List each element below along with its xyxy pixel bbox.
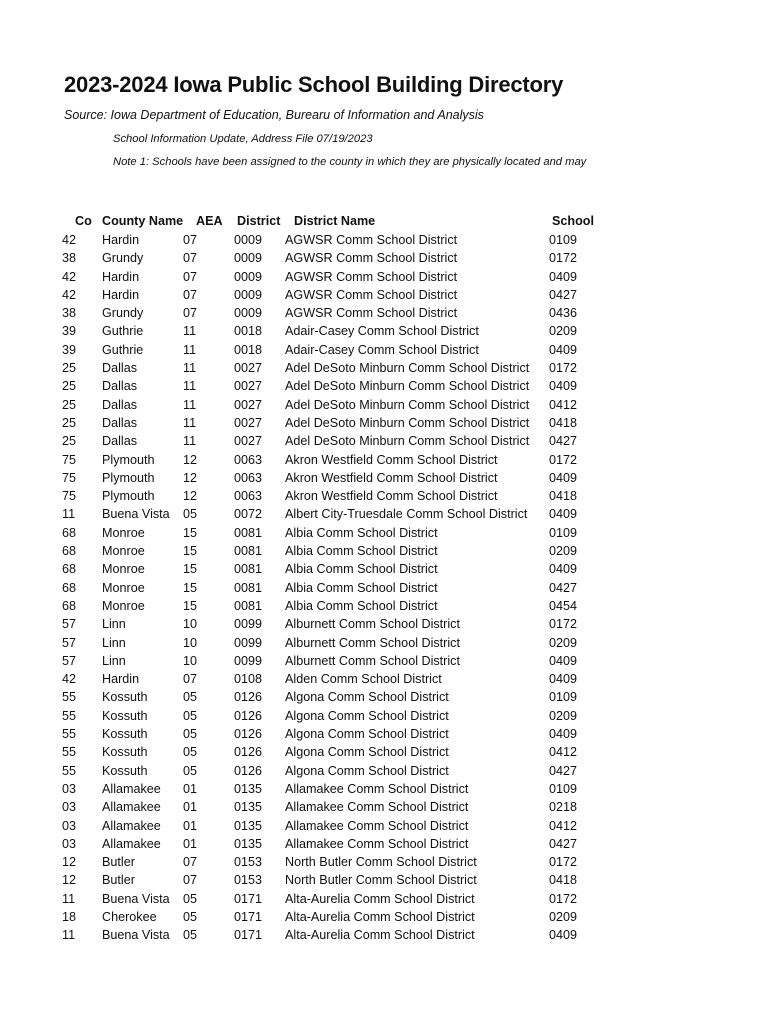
cell-county-name: Buena Vista [102,928,170,943]
cell-county-name: Dallas [102,415,137,430]
cell-school: 0209 [549,544,578,559]
cell-county-name: Monroe [102,562,145,577]
cell-aea: 01 [183,781,198,796]
cell-school: 0409 [549,672,578,687]
cell-aea: 05 [183,507,198,522]
cell-school: 0418 [549,415,578,430]
cell-aea: 10 [183,653,198,668]
cell-aea: 15 [183,562,198,577]
cell-district: 0027 [234,415,263,430]
cell-district-name: Adair-Casey Comm School District [285,324,479,339]
header-aea: AEA [196,214,223,228]
table-row [0,652,768,670]
cell-district-name: Algona Comm School District [285,745,449,760]
cell-county-name: Allamakee [102,781,161,796]
cell-district: 0072 [234,507,263,522]
cell-district-name: Allamakee Comm School District [285,781,469,796]
table-body [0,231,768,945]
cell-school: 0172 [549,452,578,467]
cell-aea: 07 [183,269,198,284]
cell-school: 0427 [549,287,578,302]
table-row [0,322,768,340]
cell-school: 0418 [549,873,578,888]
cell-district-name: Algona Comm School District [285,763,449,778]
cell-district-name: Adel DeSoto Minburn Comm School District [285,397,530,412]
cell-district-name: Algona Comm School District [285,708,449,723]
cell-co: 39 [62,324,77,339]
table-row [0,231,768,249]
table-row [0,871,768,889]
cell-county-name: Kossuth [102,690,148,705]
cell-district: 0153 [234,873,263,888]
table-row [0,908,768,926]
cell-county-name: Butler [102,855,135,870]
cell-county-name: Hardin [102,672,140,687]
cell-school: 0427 [549,763,578,778]
table-row [0,560,768,578]
table-row [0,634,768,652]
cell-school: 0409 [549,562,578,577]
table-row [0,286,768,304]
cell-school: 0427 [549,580,578,595]
cell-district-name: Algona Comm School District [285,727,449,742]
cell-district-name: Albia Comm School District [285,544,438,559]
cell-aea: 07 [183,233,198,247]
table-row [0,688,768,706]
cell-district-name: AGWSR Comm School District [285,306,458,321]
cell-school: 0409 [549,507,578,522]
table-row [0,304,768,322]
cell-district: 0126 [234,745,263,760]
table-row [0,451,768,469]
table-row [0,359,768,377]
cell-county-name: Linn [102,617,126,632]
cell-county-name: Guthrie [102,324,144,339]
cell-school: 0172 [549,251,578,266]
cell-co: 03 [62,781,77,796]
cell-school: 0412 [549,818,578,833]
cell-district: 0063 [234,489,263,504]
cell-district-name: Alburnett Comm School District [285,617,460,632]
cell-district-name: Allamakee Comm School District [285,818,469,833]
cell-district: 0027 [234,361,263,376]
cell-district: 0009 [234,251,263,266]
cell-co: 55 [62,690,77,705]
table-row [0,890,768,908]
table-row [0,926,768,944]
table-row [0,835,768,853]
cell-county-name: Hardin [102,287,140,302]
cell-school: 0409 [549,470,578,485]
cell-county-name: Dallas [102,379,137,394]
cell-district: 0018 [234,342,263,357]
cell-school: 0409 [549,269,578,284]
directory-table [0,212,768,945]
table-row [0,414,768,432]
table-row [0,670,768,688]
cell-co: 55 [62,763,77,778]
cell-aea: 15 [183,598,198,613]
cell-aea: 05 [183,909,198,924]
cell-co: 03 [62,836,77,851]
cell-school: 0209 [549,708,578,723]
cell-district-name: Alta-Aurelia Comm School District [285,891,475,906]
cell-school: 0409 [549,379,578,394]
cell-co: 25 [62,415,77,430]
table-row [0,579,768,597]
cell-school: 0172 [549,891,578,906]
cell-school: 0427 [549,434,578,449]
cell-district: 0099 [234,653,263,668]
cell-school: 0109 [549,525,578,540]
cell-district: 0009 [234,287,263,302]
cell-aea: 07 [183,287,198,302]
header-school: School [552,214,594,228]
cell-school: 0109 [549,233,578,247]
cell-district-name: Adel DeSoto Minburn Comm School District [285,361,530,376]
cell-school: 0172 [549,361,578,376]
cell-co: 38 [62,306,77,321]
cell-co: 18 [62,909,77,924]
cell-aea: 12 [183,489,198,504]
cell-co: 42 [62,287,77,302]
cell-aea: 12 [183,452,198,467]
cell-district: 0081 [234,525,263,540]
cell-co: 42 [62,672,77,687]
cell-school: 0427 [549,836,578,851]
cell-aea: 01 [183,800,198,815]
cell-aea: 15 [183,525,198,540]
table-row [0,396,768,414]
cell-district-name: Albia Comm School District [285,598,438,613]
table-row [0,853,768,871]
cell-school: 0109 [549,690,578,705]
cell-aea: 05 [183,891,198,906]
cell-county-name: Buena Vista [102,507,170,522]
cell-county-name: Grundy [102,306,144,321]
cell-district-name: Albia Comm School District [285,562,438,577]
header-district: District [237,214,281,228]
cell-district: 0009 [234,233,263,247]
cell-district: 0108 [234,672,263,687]
cell-co: 68 [62,580,77,595]
cell-aea: 11 [183,434,197,449]
cell-district: 0063 [234,452,263,467]
cell-aea: 05 [183,763,198,778]
cell-county-name: Monroe [102,598,145,613]
cell-district-name: Algona Comm School District [285,690,449,705]
cell-county-name: Kossuth [102,708,148,723]
cell-aea: 15 [183,580,198,595]
cell-county-name: Plymouth [102,470,155,485]
cell-co: 03 [62,800,77,815]
cell-district-name: Alta-Aurelia Comm School District [285,928,475,943]
cell-co: 11 [62,928,76,943]
cell-co: 75 [62,489,77,504]
cell-district: 0126 [234,708,263,723]
cell-district: 0009 [234,306,263,321]
cell-co: 75 [62,470,77,485]
cell-district-name: Adair-Casey Comm School District [285,342,479,357]
cell-co: 12 [62,873,77,888]
cell-county-name: Cherokee [102,909,157,924]
cell-co: 57 [62,635,77,650]
cell-co: 57 [62,653,77,668]
table-row [0,487,768,505]
cell-co: 57 [62,617,77,632]
cell-district-name: Albert City-Truesdale Comm School District [285,507,528,522]
cell-district-name: Albia Comm School District [285,525,438,540]
cell-county-name: Monroe [102,580,145,595]
cell-district-name: Allamakee Comm School District [285,836,469,851]
cell-district: 0126 [234,763,263,778]
cell-school: 0409 [549,653,578,668]
header-co: Co [75,214,92,228]
cell-county-name: Hardin [102,233,140,247]
cell-aea: 11 [183,379,197,394]
cell-aea: 10 [183,635,198,650]
cell-co: 03 [62,818,77,833]
cell-co: 68 [62,544,77,559]
cell-school: 0209 [549,635,578,650]
cell-aea: 10 [183,617,198,632]
cell-aea: 05 [183,727,198,742]
cell-aea: 01 [183,836,198,851]
cell-county-name: Linn [102,635,126,650]
cell-school: 0109 [549,781,578,796]
cell-district: 0081 [234,580,263,595]
cell-district-name: Akron Westfield Comm School District [285,489,498,504]
cell-district: 0171 [234,928,263,943]
cell-aea: 01 [183,818,198,833]
cell-district-name: Adel DeSoto Minburn Comm School District [285,379,530,394]
cell-district-name: Adel DeSoto Minburn Comm School District [285,415,530,430]
table-header-row [0,212,768,231]
cell-county-name: Dallas [102,434,137,449]
cell-aea: 05 [183,928,198,943]
table-row [0,377,768,395]
cell-county-name: Linn [102,653,126,668]
cell-district-name: Allamakee Comm School District [285,800,469,815]
cell-county-name: Monroe [102,544,145,559]
cell-district: 0153 [234,855,263,870]
cell-aea: 15 [183,544,198,559]
cell-school: 0409 [549,342,578,357]
cell-district-name: AGWSR Comm School District [285,251,458,266]
cell-district-name: Adel DeSoto Minburn Comm School District [285,434,530,449]
cell-aea: 11 [183,361,197,376]
cell-district: 0126 [234,727,263,742]
cell-aea: 07 [183,672,198,687]
cell-co: 42 [62,233,77,247]
cell-school: 0172 [549,855,578,870]
cell-district: 0135 [234,818,263,833]
cell-school: 0454 [549,598,578,613]
table-row [0,469,768,487]
cell-district-name: AGWSR Comm School District [285,269,458,284]
cell-county-name: Kossuth [102,763,148,778]
document-title: 2023-2024 Iowa Public School Building Directory [64,72,564,97]
cell-aea: 07 [183,251,198,266]
cell-county-name: Plymouth [102,489,155,504]
cell-co: 25 [62,397,77,412]
cell-district-name: North Butler Comm School District [285,855,477,870]
cell-county-name: Dallas [102,361,137,376]
cell-district-name: North Butler Comm School District [285,873,477,888]
cell-district-name: Albia Comm School District [285,580,438,595]
cell-district: 0018 [234,324,263,339]
cell-district-name: Akron Westfield Comm School District [285,470,498,485]
cell-aea: 11 [183,342,197,357]
cell-county-name: Dallas [102,397,137,412]
cell-school: 0412 [549,397,578,412]
cell-district-name: AGWSR Comm School District [285,233,458,247]
cell-district-name: Alta-Aurelia Comm School District [285,909,475,924]
cell-co: 25 [62,379,77,394]
cell-aea: 12 [183,470,198,485]
table-row [0,798,768,816]
cell-aea: 07 [183,855,198,870]
cell-co: 11 [62,507,76,522]
cell-aea: 07 [183,306,198,321]
cell-co: 25 [62,434,77,449]
cell-district: 0135 [234,800,263,815]
cell-county-name: Kossuth [102,727,148,742]
table-row [0,615,768,633]
cell-district: 0135 [234,836,263,851]
cell-school: 0209 [549,909,578,924]
cell-county-name: Butler [102,873,135,888]
table-row [0,524,768,542]
cell-school: 0412 [549,745,578,760]
cell-district: 0027 [234,434,263,449]
table-row [0,597,768,615]
header-county-name: County Name [102,214,184,228]
cell-district-name: Alden Comm School District [285,672,442,687]
cell-school: 0409 [549,928,578,943]
table-row [0,725,768,743]
cell-co: 38 [62,251,77,266]
table-row [0,762,768,780]
table-row [0,817,768,835]
cell-county-name: Allamakee [102,800,161,815]
cell-co: 68 [62,525,77,540]
cell-district: 0126 [234,690,263,705]
cell-district-name: Alburnett Comm School District [285,635,460,650]
cell-co: 25 [62,361,77,376]
cell-district-name: Akron Westfield Comm School District [285,452,498,467]
cell-aea: 05 [183,745,198,760]
cell-school: 0409 [549,727,578,742]
cell-district: 0063 [234,470,263,485]
cell-district-name: Alburnett Comm School District [285,653,460,668]
table-row [0,505,768,523]
cell-co: 75 [62,452,77,467]
cell-district: 0009 [234,269,263,284]
cell-aea: 11 [183,415,197,430]
table-row [0,743,768,761]
cell-county-name: Buena Vista [102,891,170,906]
cell-county-name: Allamakee [102,818,161,833]
cell-co: 55 [62,745,77,760]
cell-school: 0436 [549,306,578,321]
cell-co: 39 [62,342,77,357]
cell-school: 0172 [549,617,578,632]
table-row [0,707,768,725]
cell-co: 11 [62,891,76,906]
cell-co: 55 [62,708,77,723]
cell-co: 68 [62,598,77,613]
cell-district: 0027 [234,397,263,412]
cell-county-name: Hardin [102,269,140,284]
cell-aea: 11 [183,397,197,412]
cell-co: 12 [62,855,77,870]
cell-county-name: Allamakee [102,836,161,851]
cell-district: 0171 [234,909,263,924]
header-district-name: District Name [294,214,376,228]
table-row [0,268,768,286]
cell-co: 68 [62,562,77,577]
table-row [0,780,768,798]
cell-district: 0081 [234,598,263,613]
table-row [0,341,768,359]
cell-district: 0027 [234,379,263,394]
cell-county-name: Monroe [102,525,145,540]
cell-county-name: Kossuth [102,745,148,760]
cell-district: 0081 [234,562,263,577]
table-row [0,249,768,267]
update-line: School Information Update, Address File 07/19/2023 [113,133,373,145]
table-row [0,432,768,450]
cell-county-name: Plymouth [102,452,155,467]
cell-district: 0081 [234,544,263,559]
source-line: Source: Iowa Department of Education, Burearu of Information and Analysis [64,108,484,122]
cell-school: 0209 [549,324,578,339]
cell-aea: 05 [183,708,198,723]
cell-county-name: Grundy [102,251,144,266]
cell-district-name: AGWSR Comm School District [285,287,458,302]
cell-school: 0218 [549,800,578,815]
cell-aea: 05 [183,690,198,705]
cell-co: 42 [62,269,77,284]
cell-district: 0099 [234,617,263,632]
cell-aea: 11 [183,324,197,339]
cell-school: 0418 [549,489,578,504]
cell-aea: 07 [183,873,198,888]
cell-district: 0135 [234,781,263,796]
cell-district: 0171 [234,891,263,906]
cell-county-name: Guthrie [102,342,144,357]
cell-co: 55 [62,727,77,742]
note-line: Note 1: Schools have been assigned to the county in which they are physically located and may [113,156,587,168]
table-row [0,542,768,560]
cell-district: 0099 [234,635,263,650]
